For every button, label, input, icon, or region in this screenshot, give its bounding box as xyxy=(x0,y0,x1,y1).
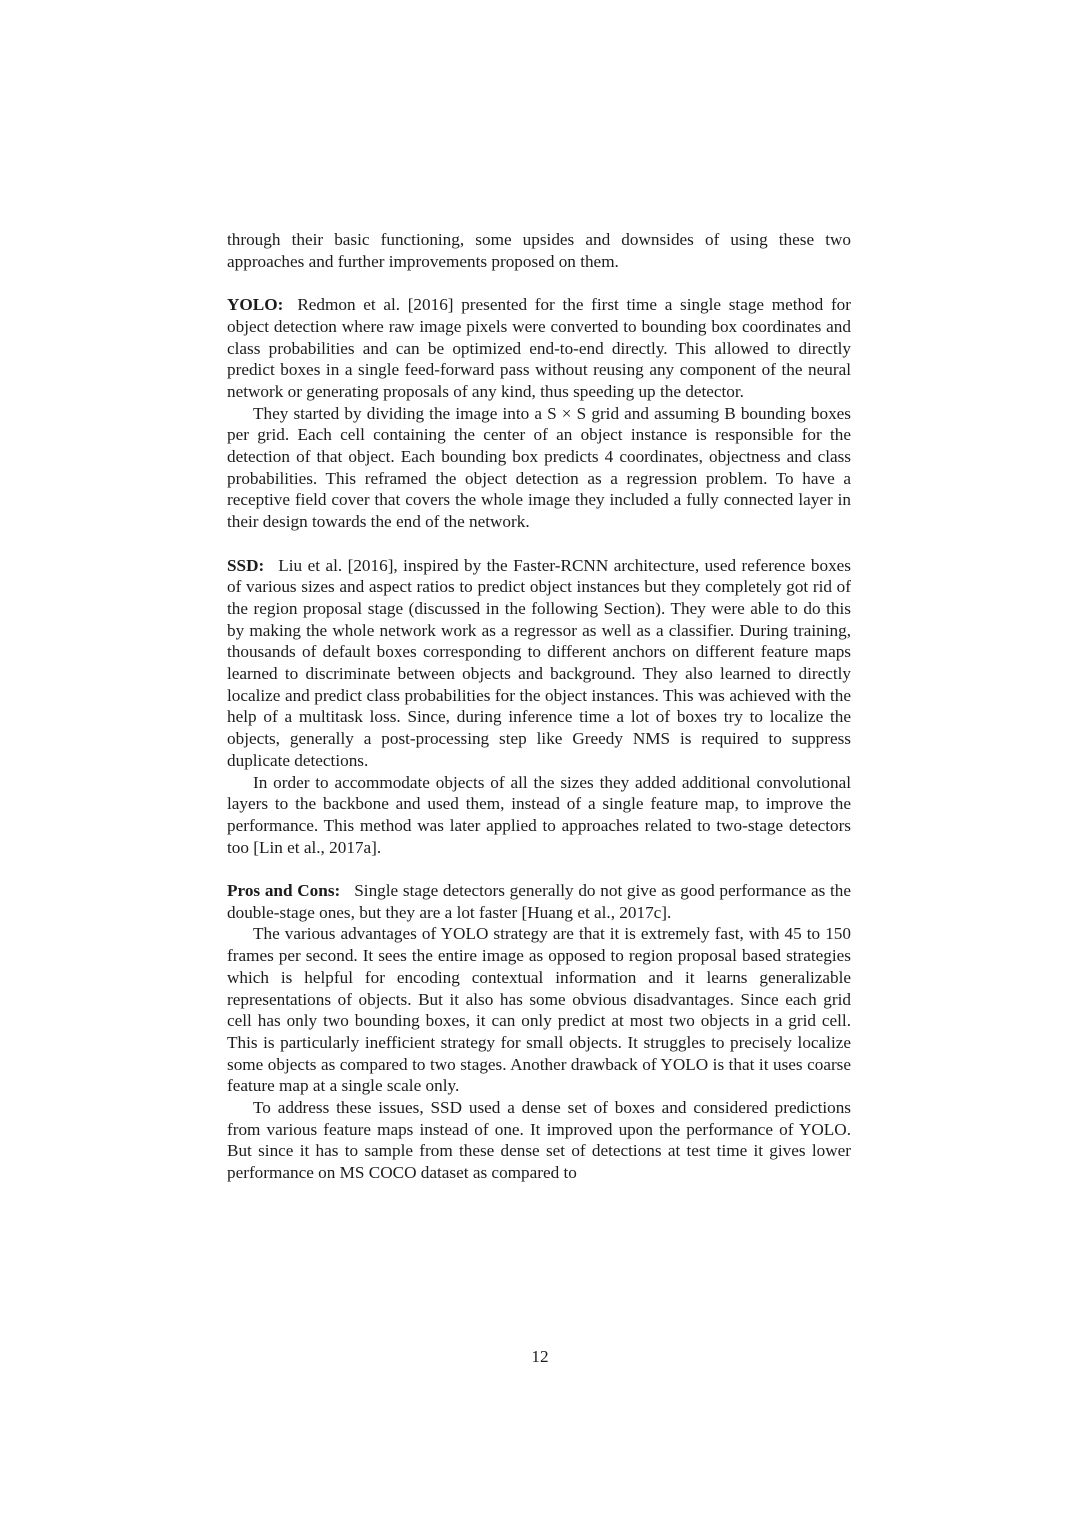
paragraph-yolo-2 xyxy=(227,403,851,533)
section-heading-yolo: YOLO: xyxy=(227,295,284,315)
paragraph-text: In order to accommodate objects of all the sizes they added additional convolutional layers to the backbone and used them, instead of a single feature map, to improve the performance. This method was later applied to approaches related to two-stage detectors too [Lin et al., 2017a]. xyxy=(227,772,851,857)
paragraph-text: To address these issues, SSD used a dense set of boxes and considered predictions from various feature maps instead of one. It improved upon the performance of YOLO. But since it has to sample from these dense set of detections at test time it gives lower performance on MS COCO dataset as compared to xyxy=(227,1098,851,1183)
paragraph-pros-cons-2 xyxy=(227,923,851,1097)
paragraph-ssd-2 xyxy=(227,772,851,859)
section-heading-pros-cons: Pros and Cons: xyxy=(227,881,341,901)
paragraph-pros-cons-1 xyxy=(227,880,851,923)
section-heading-ssd: SSD: xyxy=(227,555,265,575)
paragraph-text: Redmon et al. [2016] presented for the first time a single stage method for object detection where raw image pixels were converted to bounding box coordinates and class probabilities and can be optimized end-to-end directly. This allowed to directly predict boxes in a single feed-forward pass without reusing any component of the neural network or generating proposals of any kind, thus speeding up the detector. xyxy=(227,295,851,401)
page-body xyxy=(227,229,851,1184)
paragraph-text: The various advantages of YOLO strategy are that it is extremely fast, with 45 to 150 frames per second. It sees the entire image as opposed to region proposal based strategies which is helpful for encoding contextual information and it learns generalizable representations of objects. But it also has some obvious disadvantages. Since each grid cell has only two bounding boxes, it can only predict at most two objects in a grid cell. This is particularly inefficient strategy for small objects. It struggles to precisely localize some objects as compared to two stages. Another drawback of YOLO is that it uses coarse feature map at a single scale only. xyxy=(227,924,851,1096)
paragraph-ssd-1 xyxy=(227,555,851,772)
paragraph-pros-cons-3 xyxy=(227,1097,851,1184)
paragraph-text: Liu et al. [2016], inspired by the Faster-RCNN architecture, used reference boxes of various sizes and aspect ratios to predict object instances but they completely got rid of the region proposal stage (discussed in the following Section). They were able to do this by making the whole network work as a regressor as well as a classifier. During training, thousands of default boxes corresponding to different anchors on different feature maps learned to discriminate between objects and background. They also learned to directly localize and predict class probabilities for the object instances. This was achieved with the help of a multitask loss. Since, during inference time a lot of boxes try to localize the objects, generally a post-processing step like Greedy NMS is required to suppress duplicate detections. xyxy=(227,555,851,770)
paragraph-text: Single stage detectors generally do not give as good performance as the double-stage ones, but they are a lot faster [Huang et al., 2017c]. xyxy=(227,881,851,922)
paragraph-intro-continued xyxy=(227,229,851,272)
paragraph-text: They started by dividing the image into a S × S grid and assuming B bounding boxes per grid. Each cell containing the center of an object instance is responsible for the detection of that object. Each bounding box predicts 4 coordinates, objectness and class probabilities. This reframed the object detection as a regression problem. To have a receptive field cover that covers the whole image they included a fully connected layer in their design towards the end of the network. xyxy=(227,403,851,532)
page-number: 12 xyxy=(531,1347,549,1366)
paragraph-yolo-1 xyxy=(227,294,851,403)
paragraph-text: through their basic functioning, some upsides and downsides of using these two approaches and further improvements proposed on them. xyxy=(227,230,851,271)
